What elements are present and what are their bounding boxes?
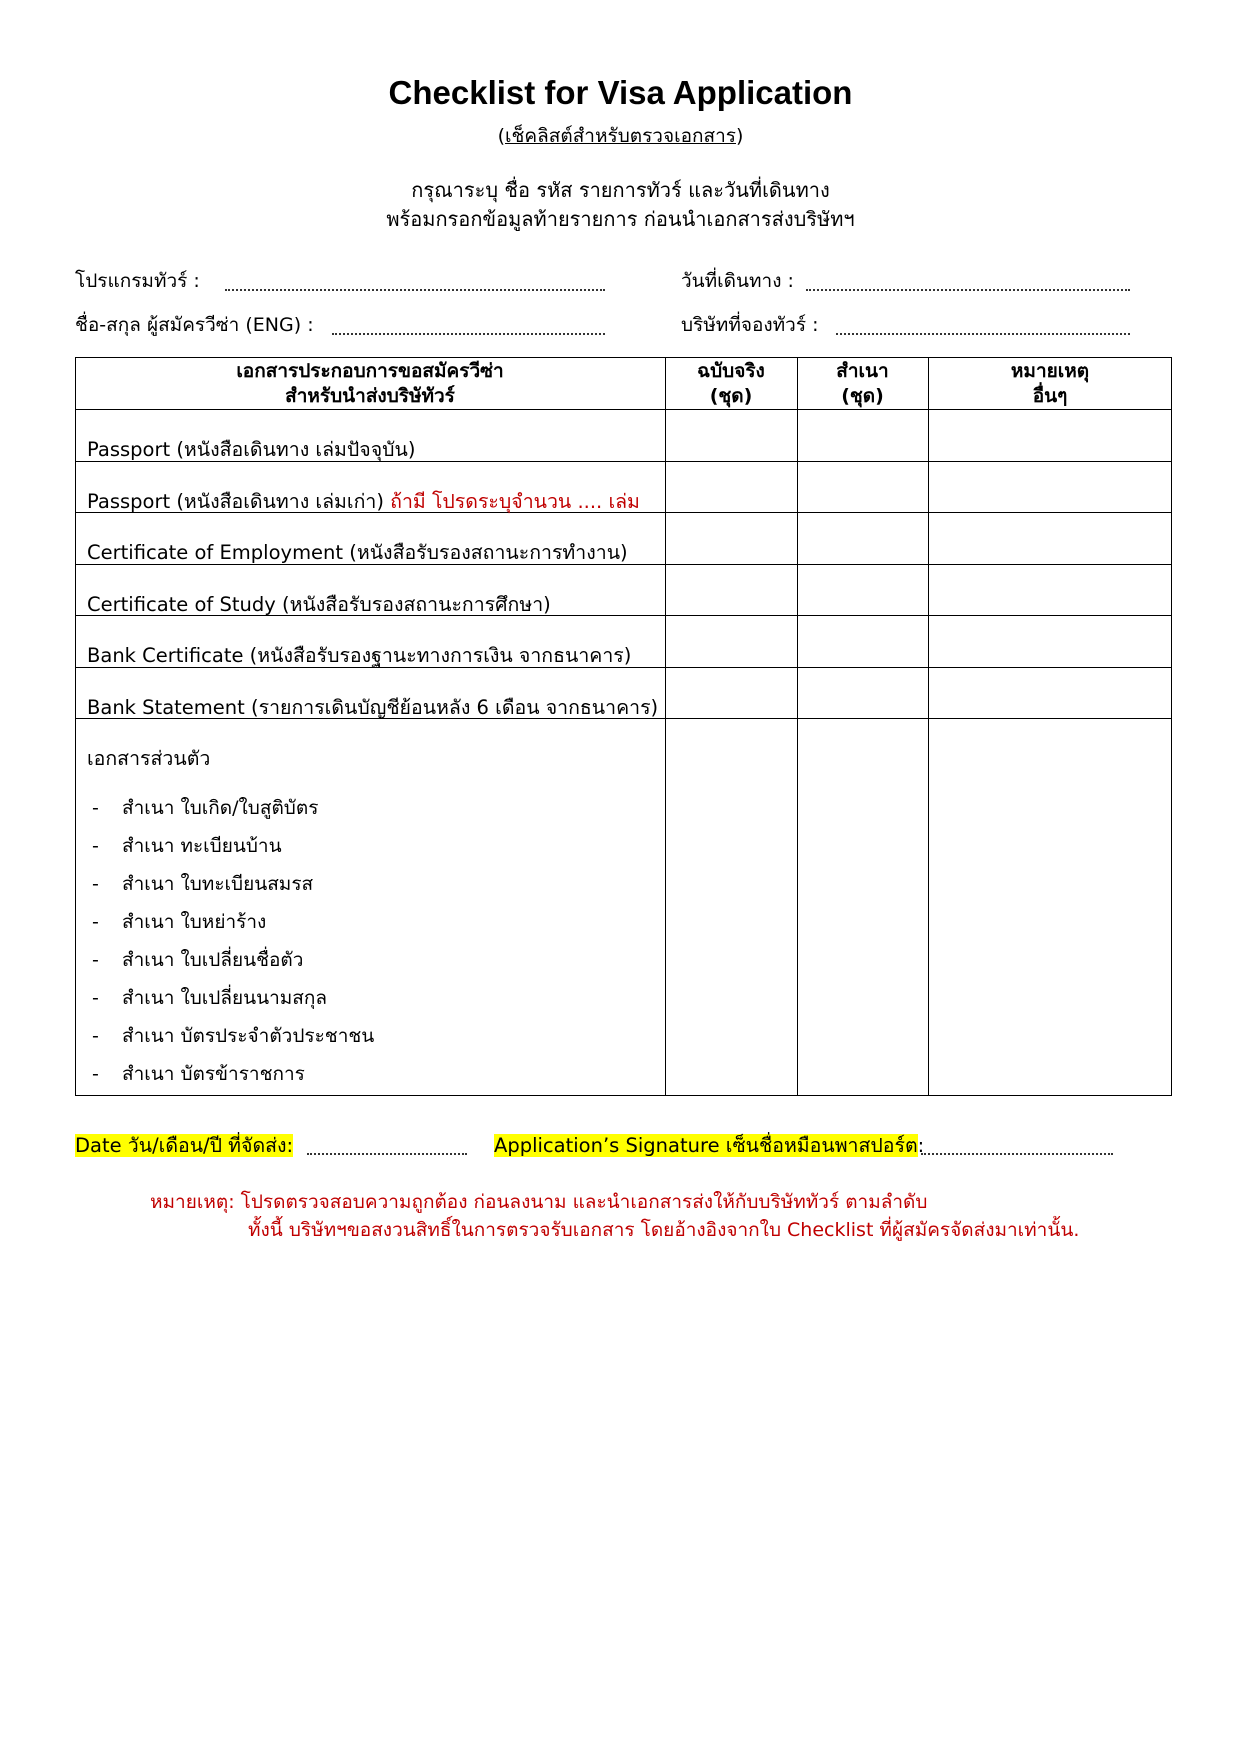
signature-fill-line[interactable] — [921, 1153, 1113, 1155]
date-sent-fill-line[interactable] — [307, 1153, 467, 1155]
signature-label: Application’s Signature เซ็นชื่อหมือนพาสปอร์ต: — [494, 1134, 925, 1157]
col-divider — [928, 357, 929, 1096]
list-item: - สำเนา ใบเปลี่ยนชื่อตัว — [92, 949, 304, 971]
travel-date-label: วันที่เดินทาง : — [681, 270, 794, 292]
note-line-1: หมายเหตุ: โปรดตรวจสอบความถูกต้อง ก่อนลงนาม และนำเอกสารส่งให้กับบริษัททัวร์ ตามลำดับ — [150, 1191, 928, 1213]
header-remarks — [928, 359, 1172, 409]
header-remarks-line2: อื่นๆ — [1032, 385, 1068, 407]
list-item: - สำเนา ทะเบียนบ้าน — [92, 835, 282, 857]
page-title: Checklist for Visa Application — [388, 74, 853, 111]
row-divider — [75, 409, 1172, 410]
personal-docs-label: เอกสารส่วนตัว — [87, 747, 211, 770]
header-original-line1: ฉบับจริง — [697, 360, 765, 382]
table-row: Passport (หนังสือเดินทาง เล่มปัจจุบัน) — [87, 438, 416, 461]
note-line-2: ทั้งนี้ บริษัทฯขอสงวนสิทธิ์ในการตรวจรับเอกสาร โดยอ้างอิงจากใบ Checklist ที่ผู้สมัครจัดส่งมาเท่านั้น. — [248, 1219, 1080, 1241]
header-copy — [797, 359, 928, 409]
instruction-line-2: พร้อมกรอกข้อมูลท้ายรายการ ก่อนนำเอกสารส่งบริษัทฯ — [386, 207, 855, 231]
table-row: Bank Statement (รายการเดินบัญชีย้อนหลัง 6 เดือน จากธนาคาร) — [87, 696, 659, 719]
list-item: - สำเนา ใบหย่าร้าง — [92, 911, 267, 933]
col-divider — [665, 357, 666, 1096]
travel-date-fill-line[interactable] — [806, 289, 1130, 291]
table-row: Certificate of Study (หนังสือรับรองสถานะการศึกษา) — [87, 593, 551, 616]
subtitle-text: เช็คลิสต์สำหรับตรวจเอกสาร — [505, 125, 736, 147]
applicant-name-fill-line[interactable] — [332, 333, 605, 335]
page-subtitle: (เช็คลิสต์สำหรับตรวจเอกสาร) — [497, 125, 744, 147]
list-item: - สำเนา ใบเปลี่ยนนามสกุล — [92, 987, 328, 1009]
list-item: - สำเนา ใบเกิด/ใบสูติบัตร — [92, 797, 319, 819]
header-original-line2: (ชุด) — [709, 385, 753, 407]
tour-program-fill-line[interactable] — [225, 289, 605, 291]
header-remarks-line1: หมายเหตุ — [1010, 360, 1090, 382]
table-row — [87, 486, 640, 517]
col-divider — [797, 357, 798, 1096]
instruction-line-1: กรุณาระบุ ชื่อ รหัส รายการทัวร์ และวันที่เดินทาง — [411, 178, 830, 202]
booking-company-fill-line[interactable] — [836, 333, 1130, 335]
row-note: ถ้ามี โปรดระบุจำนวน .... เล่ม — [390, 490, 640, 513]
tour-program-label: โปรแกรมทัวร์ : — [75, 270, 200, 292]
list-item: - สำเนา ใบทะเบียนสมรส — [92, 873, 314, 895]
row-label: Passport (หนังสือเดินทาง เล่มเก่า) — [87, 490, 391, 513]
header-copy-line1: สำเนา — [836, 360, 889, 382]
header-original — [665, 359, 797, 409]
header-documents-line2: สำหรับนำส่งบริษัทัวร์ — [285, 385, 455, 407]
booking-company-label: บริษัทที่จองทัวร์ : — [681, 314, 819, 336]
header-documents-line1: เอกสารประกอบการขอสมัครวีซ่า — [236, 360, 504, 382]
checklist-table — [75, 357, 1172, 1096]
header-documents — [75, 359, 665, 409]
list-item: - สำเนา บัตรประจำตัวประชาชน — [92, 1025, 375, 1047]
list-item: - สำเนา บัตรข้าราชการ — [92, 1063, 305, 1085]
table-row: Bank Certificate (หนังสือรับรองฐานะทางการเงิน จากธนาคาร) — [87, 644, 632, 667]
header-copy-line2: (ชุด) — [841, 385, 884, 407]
date-sent-label: Date วัน/เดือน/ปี ที่จัดส่ง: — [75, 1134, 294, 1157]
applicant-name-label: ชื่อ-สกุล ผู้สมัครวีซ่า (ENG) : — [75, 314, 314, 336]
table-row: Certificate of Employment (หนังสือรับรองสถานะการทำงาน) — [87, 541, 628, 564]
